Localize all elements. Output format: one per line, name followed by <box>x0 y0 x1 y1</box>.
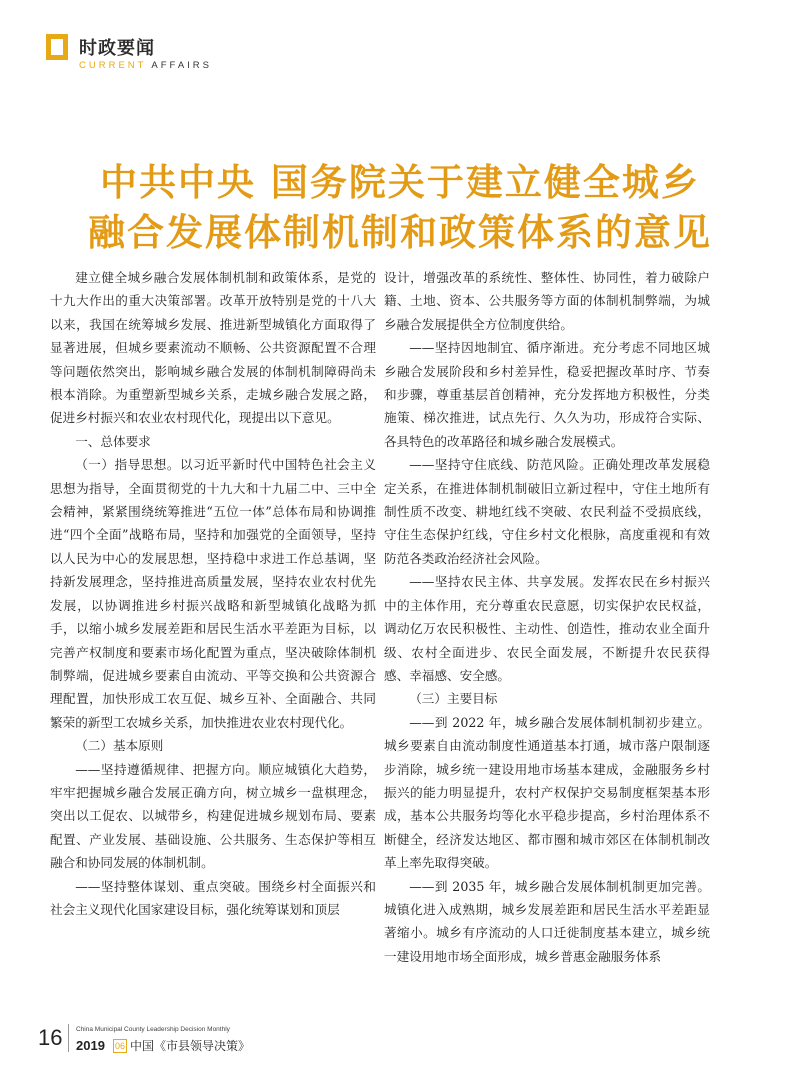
right-column <box>384 266 710 968</box>
section-logo-icon <box>46 34 68 60</box>
page-number: 16 <box>38 1024 69 1052</box>
section-title-en <box>79 60 212 71</box>
paragraph: 建立健全城乡融合发展体制机制和政策体系，是党的十九大作出的重大决策部署。改革开放特别是党的十八大以来，我国在统筹城乡发展、推进新型城镇化方面取得了显著进展，但城乡要素流动不顺畅、公共资源配置不合理等问题依然突出，影响城乡融合发展的体制机制障碍尚未根本消除。为重塑新型城乡关系，走城乡融合发展之路，促进乡村振兴和农业农村现代化，现提出以下意见。 <box>50 270 376 426</box>
article-title-line-2: 融合发展体制机制和政策体系的意见 <box>88 211 712 254</box>
section-heading: 一、总体要求 <box>75 433 151 449</box>
paragraph: ——坚持因地制宜、循序渐进。充分考虑不同地区城乡融合发展阶段和乡村差异性，稳妥把握改革时序、节奏和步骤，尊重基层首创精神，充分发挥地方积极性，分类施策、梯次推进，试点先行、久久为功，形成符合实际、各具特色的改革路径和城乡融合发展模式。 <box>384 340 710 449</box>
paragraph: （一）指导思想。以习近平新时代中国特色社会主义思想为指导，全面贯彻党的十九大和十九届二中、三中全会精神，紧紧围绕统筹推进“五位一体”总体布局和协调推进“四个全面”战略布局，坚持和加强党的全面领导，坚持以人民为中心的发展思想，坚持稳中求进工作总基调，坚持新发展理念，坚持推进高质量发展，坚持农业农村优先发展，以协调推进乡村振兴战略和新型城镇化战略为抓手，以缩小城乡发展差距和居民生活水平差距为目标，以完善产权制度和要素市场化配置为重点，坚决破除体制机制弊端，促进城乡要素自由流动、平等交换和公共资源合理配置，加快形成工农互促、城乡互补、全面融合、共同繁荣的新型工农城乡关系，加快推进农业农村现代化。 <box>50 457 376 730</box>
section-title-cn: 时政要闻 <box>79 38 155 59</box>
section-title-en-highlight: CURRENT <box>79 60 147 71</box>
paragraph: ——坚持整体谋划、重点突破。围绕乡村全面振兴和社会主义现代化国家建设目标，强化统筹谋划和顶层 <box>50 878 376 917</box>
section-title-en-rest: AFFAIRS <box>146 60 212 71</box>
paragraph: ——坚持农民主体、共享发展。发挥农民在乡村振兴中的主体作用，充分尊重农民意愿，切实保护农民权益，调动亿万农民积极性、主动性、创造性，推动农业全面升级、农村全面进步、农民全面发展，不断提升农民获得感、幸福感、安全感。 <box>384 574 710 683</box>
paragraph: ——到 2035 年，城乡融合发展体制机制更加完善。城镇化进入成熟期，城乡发展差距和居民生活水平差距显著缩小。城乡有序流动的人口迁徙制度基本建立，城乡统一建设用地市场全面形成，城乡普惠金融服务体系 <box>384 878 710 964</box>
magazine-name-cn: 中国《市县领导决策》 <box>130 1039 251 1053</box>
magazine-name-en: China Municipal County Leadership Decision Monthly <box>76 1026 230 1033</box>
section-heading: （二）基本原则 <box>75 738 164 754</box>
issue-year: 2019 <box>76 1038 105 1053</box>
paragraph: ——到 2022 年，城乡融合发展体制机制初步建立。城乡要素自由流动制度性通道基本打通，城市落户限制逐步消除，城乡统一建设用地市场基本建成，金融服务乡村振兴的能力明显提升，农村产权保护交易制度框架基本形成，基本公共服务均等化水平稳步提高，乡村治理体系不断健全，经济发达地区、都市圈和城市郊区在体制机制改革上率先取得突破。 <box>384 714 710 871</box>
paragraph: 设计，增强改革的系统性、整体性、协同性，着力破除户籍、土地、资本、公共服务等方面的体制机制弊端，为城乡融合发展提供全方位制度供给。 <box>384 270 710 332</box>
section-heading: （三）主要目标 <box>409 691 498 707</box>
article-title-line-1: 中共中央 国务院关于建立健全城乡 <box>100 161 700 204</box>
paragraph: ——坚持遵循规律、把握方向。顺应城镇化大趋势，牢牢把握城乡融合发展正确方向，树立城乡一盘棋理念，突出以工促农、以城带乡，构建促进城乡规划布局、要素配置、产业发展、基础设施、公共服务、生态保护等相互融合和协同发展的体制机制。 <box>50 761 376 871</box>
left-column <box>50 266 376 921</box>
issue-number: 06 <box>115 1041 126 1051</box>
paragraph: ——坚持守住底线、防范风险。正确处理改革发展稳定关系，在推进体制机制破旧立新过程中，守住土地所有制性质不改变、耕地红线不突破、农民利益不受损底线，守住生态保护红线，守住乡村文化根脉，高度重视和有效防范各类政治经济社会风险。 <box>384 457 710 566</box>
